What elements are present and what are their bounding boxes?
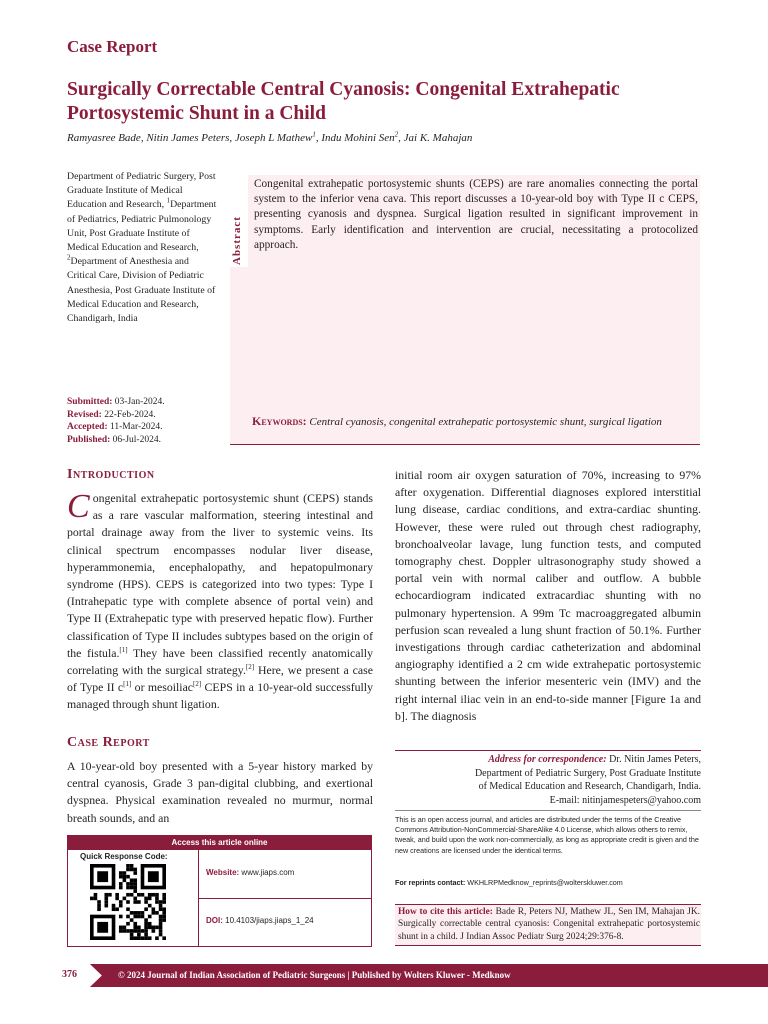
keywords: [252, 415, 697, 430]
case-report-continued-text: initial room air oxygen saturation of 70%, increasing to 97% after oxygenation. Differential diagnoses explored interstitial lung disease, cardiac conditions, and extra-cardiac shunting. However, these were ruled out through chest radiography, bronchoalveolar lavage, lung function tests, and computed tomography chest. Doppler ultrasonography study showed a portal vein with normal caliber and outflow. A bubble echocardiogram indicated extracardiac shunting with no pulmonary hypertension. A 99m Tc macroaggregated albumin perfusion scan revealed a lung shunt fraction of 50.1%. Further investigations through cardiac catheterization and abdominal angiography identified a 2 cm wide extrahepatic portosystemic shunting between the inferior mesenteric vein (IMV) and the right internal iliac vein in an end-to-side manner [Figure 1a and b]. The diagnosis: [395, 468, 701, 723]
qr-code-icon[interactable]: [90, 864, 166, 940]
history-revised: [67, 409, 222, 422]
author-list: [67, 132, 717, 144]
authors-part: , Jai K. Mahajan: [398, 132, 473, 144]
section-label: Case Report: [67, 37, 158, 56]
history-accepted: [67, 421, 222, 434]
website-label: Website:: [206, 868, 240, 877]
intro-part: CEPS in a 10-year-old successfully managed through shunt ligation.: [67, 680, 373, 712]
history-date: 22-Feb-2024.: [101, 409, 156, 420]
affil-part: Department of Anesthesia and Critical Care, Division of Pediatric Anesthesia, Post Graduate Institute of Medical Education and Research, Chandigarh, India: [67, 256, 216, 325]
affiliations: [67, 170, 217, 326]
author-sup: 2: [394, 130, 399, 139]
keywords-label: Keywords:: [252, 414, 307, 428]
correspondence-line: [395, 753, 701, 767]
authors-part: , Indu Mohini Sen: [315, 132, 395, 144]
introduction-heading: Introduction: [67, 467, 155, 482]
affil-sup: 1: [166, 197, 171, 206]
citation-ref[interactable]: [1]: [123, 680, 132, 689]
authors-part: Ramyasree Bade, Nitin James Peters, Joseph L Mathew: [67, 132, 313, 144]
page-number: 376: [62, 969, 77, 980]
website-link[interactable]: www.jiaps.com: [239, 868, 295, 877]
case-report-text: A 10-year-old boy presented with a 5-year history marked by central cyanosis, Grade 3 pan-digital clubbing, and exertional dyspnea. Physical examination revealed no murmur, normal breath sounds, and an: [67, 759, 373, 825]
reprints-label: For reprints contact:: [395, 878, 466, 887]
history-label: Accepted:: [67, 422, 108, 433]
affil-part: Department of Pediatrics, Pediatric Pulmonology Unit, Post Graduate Institute of Medical Education and Research,: [67, 199, 217, 254]
access-divider: [198, 898, 372, 899]
correspondence: [395, 753, 701, 807]
citation-ref[interactable]: [1]: [119, 645, 128, 654]
history-date: 06-Jul-2024.: [110, 434, 161, 445]
correspondence-label: Address for correspondence:: [488, 754, 607, 765]
reprints-email[interactable]: WKHLRPMedknow_reprints@wolterskluwer.com: [465, 878, 623, 887]
history-published: [67, 434, 222, 447]
doi-link[interactable]: 10.4103/jiaps.jiaps_1_24: [222, 916, 314, 925]
article-title: Surgically Correctable Central Cyanosis: Congenital Extrahepatic Portosystemic Shunt in a Child: [67, 79, 620, 124]
article-history: [67, 396, 222, 446]
correspondence-line: Department of Pediatric Surgery, Post Graduate Institute: [474, 767, 701, 779]
history-date: 03-Jan-2024.: [112, 397, 165, 407]
intro-part: They have been classified recently anatomically correlating with the surgical strategy.: [67, 645, 373, 678]
history-label: Submitted:: [67, 397, 113, 407]
correspondence-email[interactable]: E-mail: nitinjamespeters@yahoo.com: [549, 794, 701, 806]
website: [206, 868, 294, 877]
author-sup: 1: [312, 130, 316, 139]
citation-ref[interactable]: [2]: [193, 680, 202, 689]
case-report-heading: Case Report: [67, 735, 150, 750]
how-to-cite: [398, 906, 700, 943]
qr-label: Quick Response Code:: [80, 852, 168, 861]
license-text: This is an open access journal, and articles are distributed under the terms of the Creative Commons Attribution-NonCommercial-ShareAlike 4.0 License, which allows others to remix, tweak, and build upon the work non-commercially, as long as appropriate credit is given and the new creations are licensed under the identical terms.: [395, 815, 699, 855]
license-divider: [395, 810, 701, 811]
doi: [206, 916, 314, 925]
citation-ref[interactable]: [2]: [245, 663, 255, 672]
history-date: 11-Mar-2024.: [107, 422, 163, 433]
drop-cap: C: [67, 488, 90, 525]
doi-label: DOI:: [206, 916, 223, 925]
footer-text: © 2024 Journal of Indian Association of Pediatric Surgeons | Published by Wolters Kluwer - Medknow: [118, 970, 511, 980]
access-header: Access this article online: [68, 836, 371, 850]
history-label: Revised:: [67, 409, 102, 420]
correspondence-divider: [395, 750, 701, 751]
keywords-text: Central cyanosis, congenital extrahepatic portosystemic shunt, surgical ligation: [306, 416, 662, 428]
history-submitted: [67, 396, 222, 409]
abstract-label: Abstract: [231, 216, 243, 265]
history-label: Published:: [67, 434, 111, 445]
abstract-text: Congenital extrahepatic portosystemic shunts (CEPS) are rare anomalies connecting the portal system to the inferior vena cava. This report discusses a 10-year-old boy with Type II c CEPS, presenting cyanosis and dyspnea. Surgical ligation resulted in significant improvement in symptoms. Early identification and intervention are crucial, necessitating a protocolized approach.: [254, 178, 698, 251]
intro-part: Here, we present a case of Type II c: [67, 663, 373, 695]
correspondence-line: of Medical Education and Research, Chandigarh, India.: [478, 781, 701, 792]
affil-sup: 2: [67, 253, 71, 262]
reprints: [395, 878, 701, 887]
correspondence-name: Dr. Nitin James Peters,: [606, 754, 701, 765]
affil-part: Department of Pediatric Surgery, Post Graduate Institute of Medical Education and Research,: [67, 171, 216, 211]
introduction-text: [67, 490, 373, 714]
cite-text: Bade R, Peters NJ, Mathew JL, Sen IM, Mahajan JK. Surgically correctable central cyanosis: Congenital extrahepatic portosystemic shunt in a child. J Indian Assoc Pediatr Surg 2024;29:376-8.: [398, 907, 700, 942]
cite-label: How to cite this article:: [398, 907, 493, 917]
intro-part: or mesoiliac: [131, 680, 194, 695]
access-online-box: [67, 835, 372, 947]
intro-part: ongenital extrahepatic portosystemic shunt (CEPS) stands as a rare vascular malformation, steering intestinal and portal drainage away from the liver to systemic veins. Its clinical spectrum encompasses nodular liver disease, hyperammonemia, encephalopathy, and hepatopulmonary syndrome (HPS). CEPS is categorized into two types: Type I (Intrahepatic type with complete absence of portal vein) and Type II (Extrahepatic type with preserved hepatic flow). Further classification of Type II includes subtypes based on the origin of the fistula.: [67, 491, 373, 660]
